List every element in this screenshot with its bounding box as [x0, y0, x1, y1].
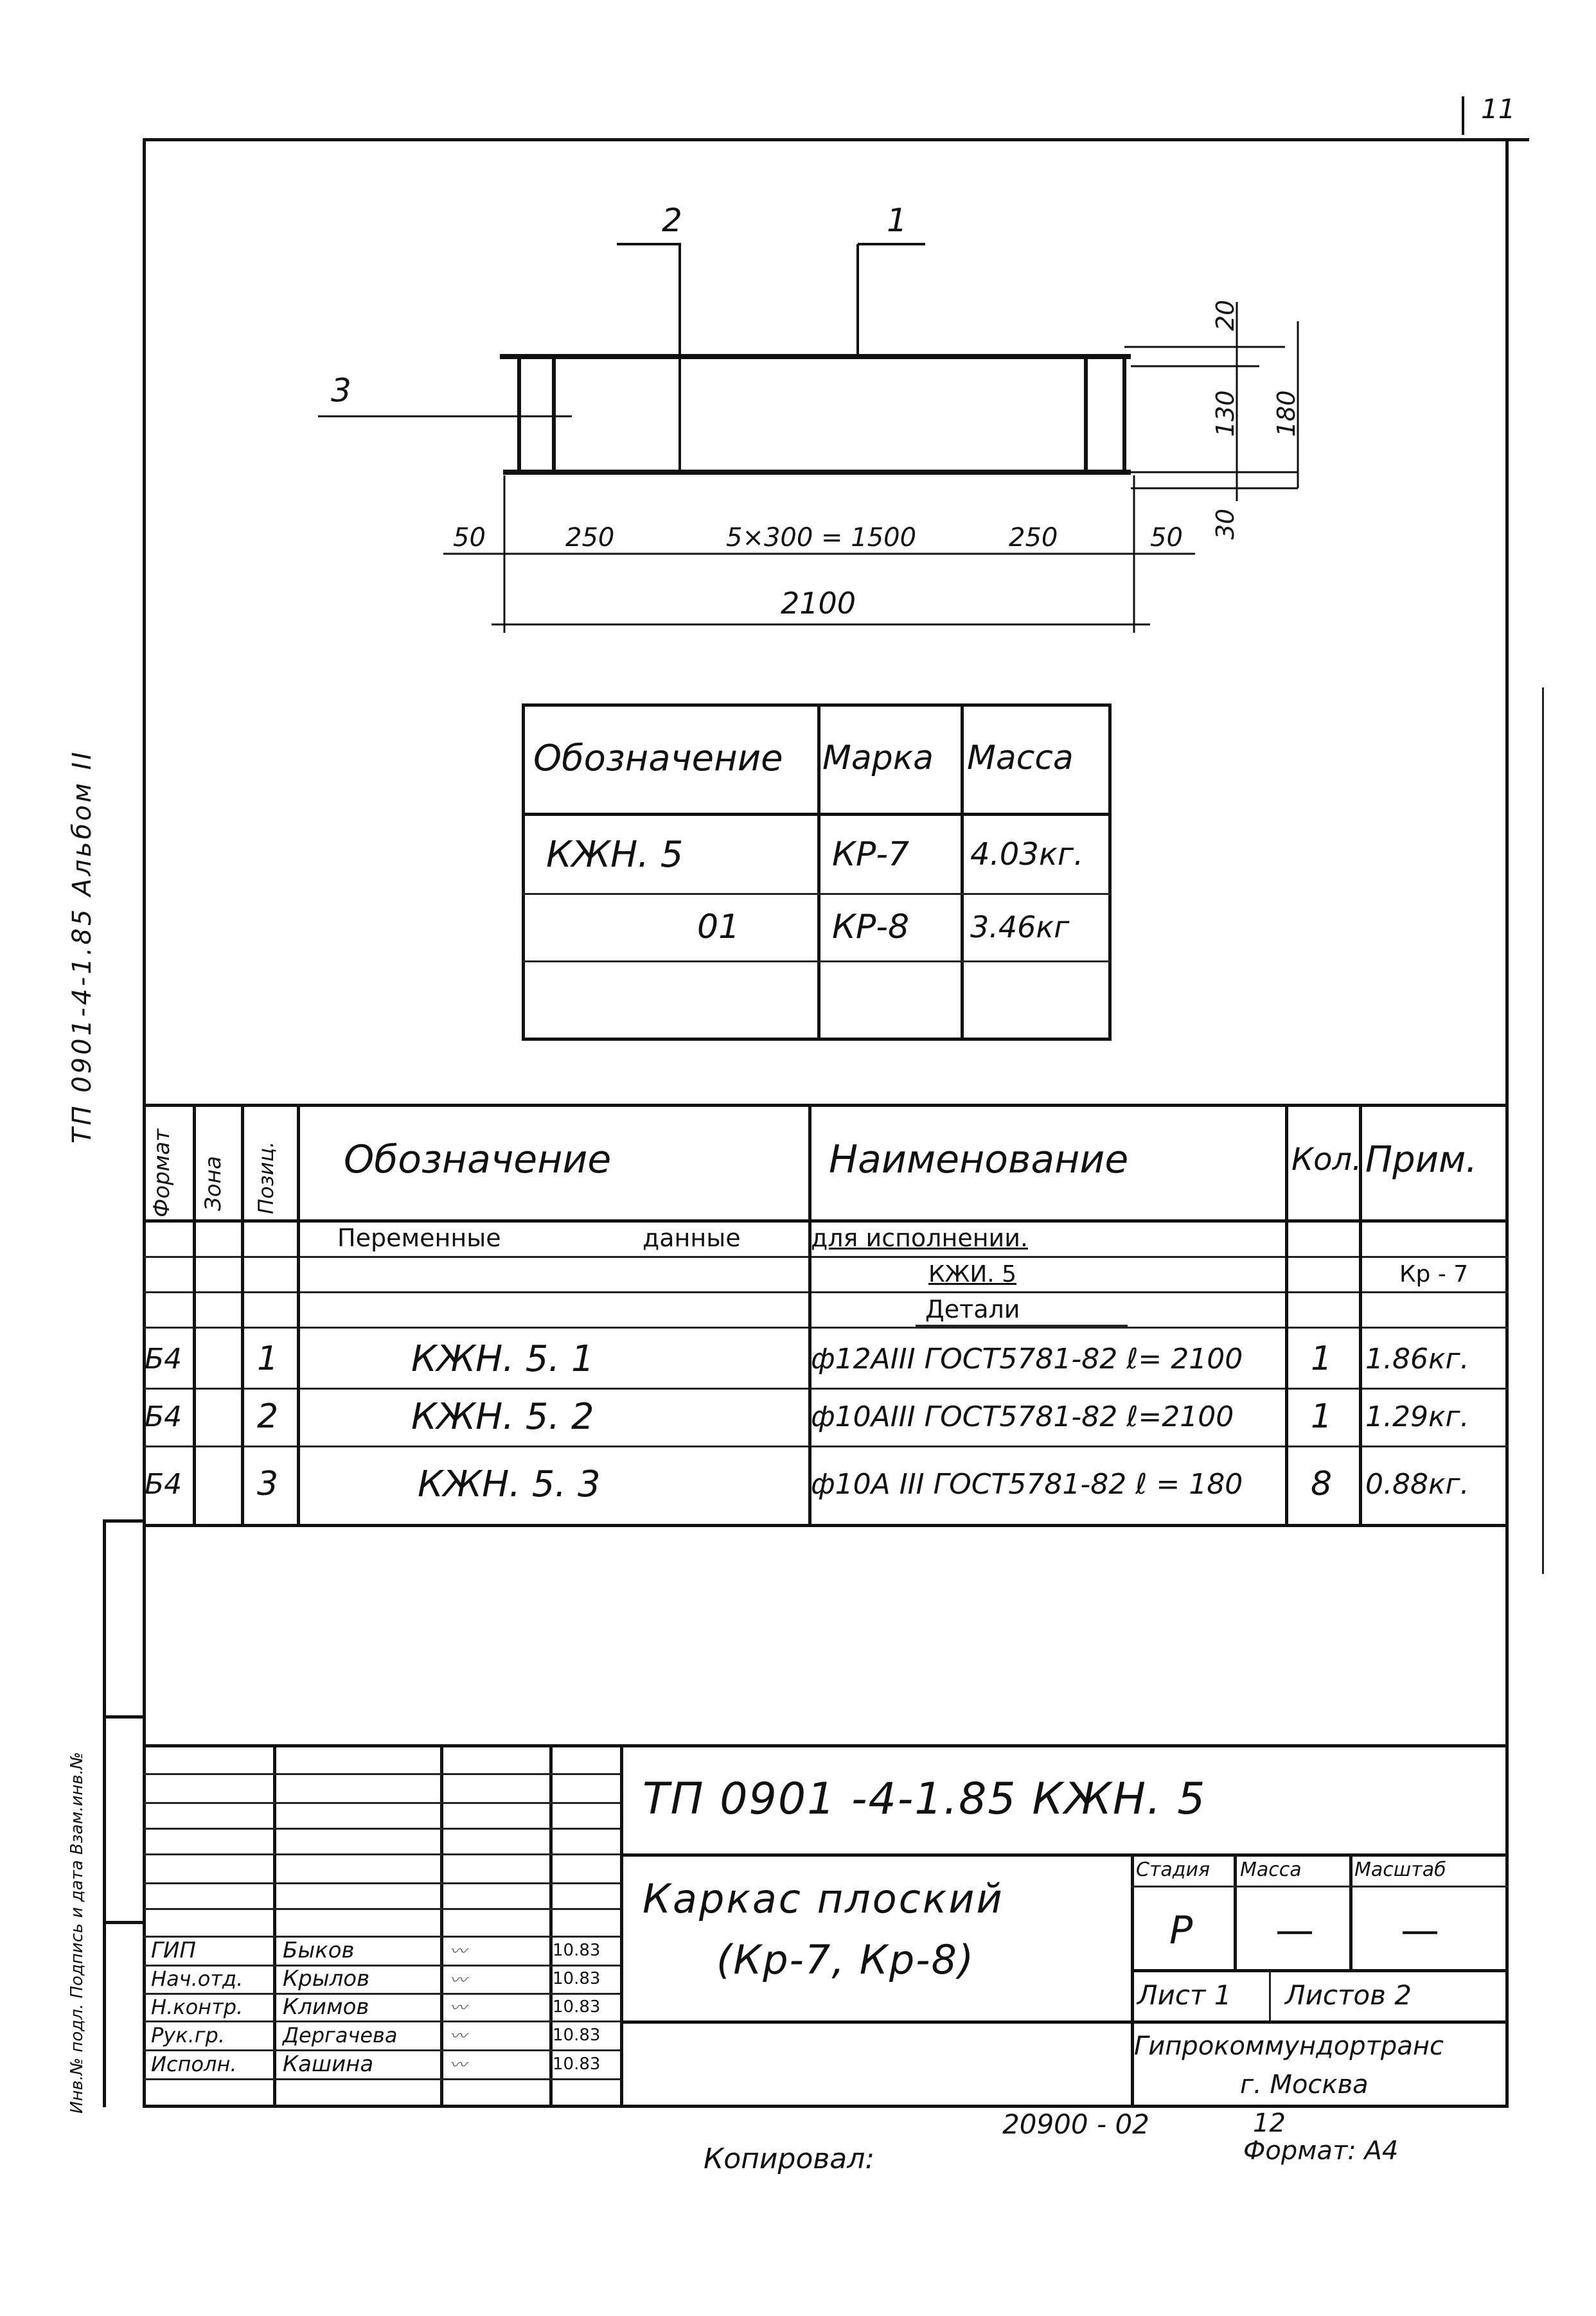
stamp-line-3 — [103, 1921, 145, 1924]
marks-header-mark: Марка — [822, 739, 934, 777]
spec-row-line — [143, 1388, 1509, 1390]
dim-30: 30 — [1211, 508, 1239, 540]
marks-cell: КР-7 — [832, 835, 910, 874]
marks-header-mass: Масса — [967, 739, 1074, 777]
inventory-number: 20900 - 02 — [1002, 2108, 1149, 2140]
dim-label-5: 50 — [1150, 523, 1183, 552]
scale-label: Масштаб — [1354, 1859, 1446, 1881]
marks-col-sep-2 — [961, 703, 964, 1041]
spec-header-name: Наименование — [829, 1137, 1129, 1182]
title-block-top — [143, 1744, 1509, 1747]
mass-label: Масса — [1240, 1859, 1302, 1881]
side-stamp-bottom: Инв.№ подл. Подпись и дата Взам.инв.№ — [67, 1752, 87, 2114]
person-date: 10.83 — [553, 1940, 601, 1960]
stamp-box-left — [103, 1519, 106, 2107]
marks-header-designation: Обозначение — [533, 737, 783, 779]
spec-row-format: Б4 — [145, 1342, 182, 1375]
spec-row-pos: 3 — [257, 1465, 279, 1503]
marks-row-sep-1 — [522, 893, 1112, 895]
spec-header-zone: Зона — [200, 1156, 226, 1211]
spec-row-format: Б4 — [145, 1467, 182, 1501]
spec-details-heading: Детали — [925, 1295, 1020, 1323]
spec-row-qty: 8 — [1311, 1465, 1333, 1503]
person-date: 10.83 — [553, 1997, 601, 2017]
tb-row-line — [143, 1802, 620, 1804]
spec-row-note: 1.86кг. — [1365, 1342, 1469, 1375]
spec-row-designation: КЖН. 5. 3 — [418, 1463, 601, 1505]
person-name: Кашина — [283, 2051, 374, 2077]
person-name: Крылов — [283, 1966, 370, 1992]
dim-label-4: 250 — [1009, 523, 1058, 552]
marks-cell: КЖН. 5 — [546, 833, 684, 876]
frame-bottom — [143, 2105, 1509, 2108]
spec-details-underline — [916, 1325, 1128, 1327]
signature: 〰 — [450, 1942, 467, 1961]
spec-variable-label: Переменные — [337, 1224, 501, 1252]
spec-header-pos: Позиц. — [254, 1141, 278, 1214]
stage-label: Стадия — [1136, 1859, 1210, 1881]
person-name: Дергачева — [283, 2022, 398, 2047]
spec-row-pos: 2 — [257, 1397, 279, 1436]
tb-row-line — [143, 1853, 620, 1855]
dim-label-1: 50 — [453, 523, 486, 552]
tb-stage-header-line — [1131, 1886, 1509, 1887]
leader-3-label: 3 — [331, 372, 351, 409]
marks-cell: 3.46кг — [970, 909, 1070, 944]
page-number: 11 — [1481, 93, 1516, 125]
spec-col-sep — [1285, 1104, 1288, 1526]
spec-variable-label: данные — [643, 1224, 741, 1252]
person-role: Н.контр. — [151, 1994, 244, 2019]
spec-variant-note: Кр - 7 — [1399, 1260, 1469, 1287]
tb-col-sep — [273, 1744, 276, 2107]
spec-row-designation: КЖН. 5. 2 — [411, 1395, 594, 1438]
sheet-number: Лист 1 — [1137, 1979, 1232, 2011]
dim-20: 20 — [1211, 299, 1239, 331]
marks-cell: 01 — [697, 907, 740, 946]
leader-2-label: 2 — [662, 202, 682, 239]
spec-col-sep — [297, 1104, 300, 1526]
organization-city: г. Москва — [1240, 2070, 1369, 2099]
spec-header-format: Формат — [149, 1129, 175, 1217]
stamp-line-1 — [103, 1519, 145, 1523]
dim-180: 180 — [1272, 390, 1300, 437]
copied-by: Копировал: — [704, 2143, 875, 2175]
doc-title-line2: (Кр-7, Кр-8) — [716, 1936, 975, 1983]
organization: Гипрокоммундортранс — [1134, 2031, 1444, 2061]
person-date: 10.83 — [553, 2025, 601, 2045]
person-date: 10.83 — [553, 1969, 601, 1988]
paper-format: Формат: А4 — [1243, 2136, 1399, 2166]
spec-row-pos: 1 — [257, 1339, 279, 1378]
signature: 〰 — [450, 1970, 467, 1990]
dim-label-3: 5×300 = 1500 — [726, 523, 917, 552]
spec-row-name: ф12АIII ГОСТ5781-82 ℓ= 2100 — [811, 1342, 1243, 1375]
tb-mass-sep — [1234, 1853, 1237, 1969]
tb-col-sep — [440, 1744, 443, 2107]
spec-variant-code: КЖИ. 5 — [928, 1260, 1017, 1287]
spec-row-qty: 1 — [1311, 1397, 1333, 1436]
spec-row-qty: 1 — [1311, 1339, 1333, 1378]
person-name: Климов — [283, 1993, 369, 2020]
tb-row-line — [143, 1908, 620, 1910]
tb-row-line — [143, 1882, 620, 1884]
spec-header-designation: Обозначение — [344, 1137, 612, 1182]
person-role: Исполн. — [151, 2051, 237, 2076]
person-name: Быков — [283, 1937, 355, 1963]
tb-row-line — [143, 1936, 620, 1938]
spec-bottom-line — [143, 1524, 1509, 1527]
person-date: 10.83 — [553, 2054, 601, 2074]
marks-cell: 4.03кг. — [970, 836, 1084, 872]
spec-row-note: 1.29кг. — [1365, 1400, 1469, 1433]
doc-title-line1: Каркас плоский — [643, 1875, 1004, 1922]
stamp-line-2 — [103, 1715, 145, 1719]
signature: 〰 — [450, 2056, 467, 2075]
tb-stage-sep — [1131, 1853, 1134, 2107]
leader-1-label: 1 — [887, 202, 907, 239]
dim-label-2: 250 — [565, 523, 615, 552]
person-role: Нач.отд. — [151, 1967, 244, 1991]
sequence-number: 12 — [1253, 2108, 1286, 2138]
frame-drawing — [0, 0, 1596, 739]
tb-row-line — [143, 1828, 620, 1830]
spec-variable-for: для исполнении. — [811, 1224, 1029, 1252]
spec-col-sep — [241, 1104, 244, 1526]
spec-header-qty: Кол. — [1291, 1142, 1362, 1178]
tb-row-line — [143, 2078, 620, 2080]
person-role: ГИП — [151, 1937, 196, 1963]
doc-code: ТП 0901 -4-1.85 КЖН. 5 — [643, 1773, 1207, 1825]
marks-header-sep — [522, 813, 1112, 816]
mass-value: — — [1275, 1908, 1314, 1953]
overall-length: 2100 — [781, 586, 856, 621]
spec-row-name: ф10А III ГОСТ5781-82 ℓ = 180 — [811, 1467, 1243, 1501]
sheet-sep — [1269, 1971, 1271, 2020]
scale-value: — — [1401, 1908, 1439, 1953]
spec-row-note: 0.88кг. — [1365, 1467, 1469, 1501]
signature: 〰 — [450, 2027, 467, 2046]
tb-row-line — [143, 1773, 620, 1775]
spec-row-format: Б4 — [145, 1400, 182, 1433]
dim-130: 130 — [1211, 390, 1239, 437]
spec-top-line — [143, 1104, 1509, 1107]
tb-scale-sep — [1349, 1853, 1352, 1969]
spec-row-line — [143, 1445, 1509, 1447]
spec-header-note: Прим. — [1365, 1138, 1478, 1181]
signature: 〰 — [450, 1999, 467, 2018]
side-stamp-top: ТП 0901-4-1.85 Альбом II — [67, 749, 97, 1144]
stage-value: Р — [1169, 1908, 1193, 1953]
tb-col-sep — [620, 1744, 623, 2107]
spec-row-line — [143, 1291, 1509, 1293]
scan-edge — [1542, 687, 1544, 1574]
marks-col-sep-1 — [817, 703, 820, 1041]
marks-cell: КР-8 — [832, 907, 910, 946]
marks-row-sep-2 — [522, 960, 1112, 962]
spec-row-line — [143, 1327, 1509, 1329]
spec-row-name: ф10АIII ГОСТ5781-82 ℓ=2100 — [811, 1400, 1234, 1433]
sheet-count: Листов 2 — [1285, 1979, 1412, 2011]
spec-col-sep — [193, 1104, 196, 1526]
spec-row-designation: КЖН. 5. 1 — [411, 1338, 594, 1380]
spec-row-line — [143, 1256, 1509, 1258]
person-role: Рук.гр. — [151, 2022, 226, 2047]
